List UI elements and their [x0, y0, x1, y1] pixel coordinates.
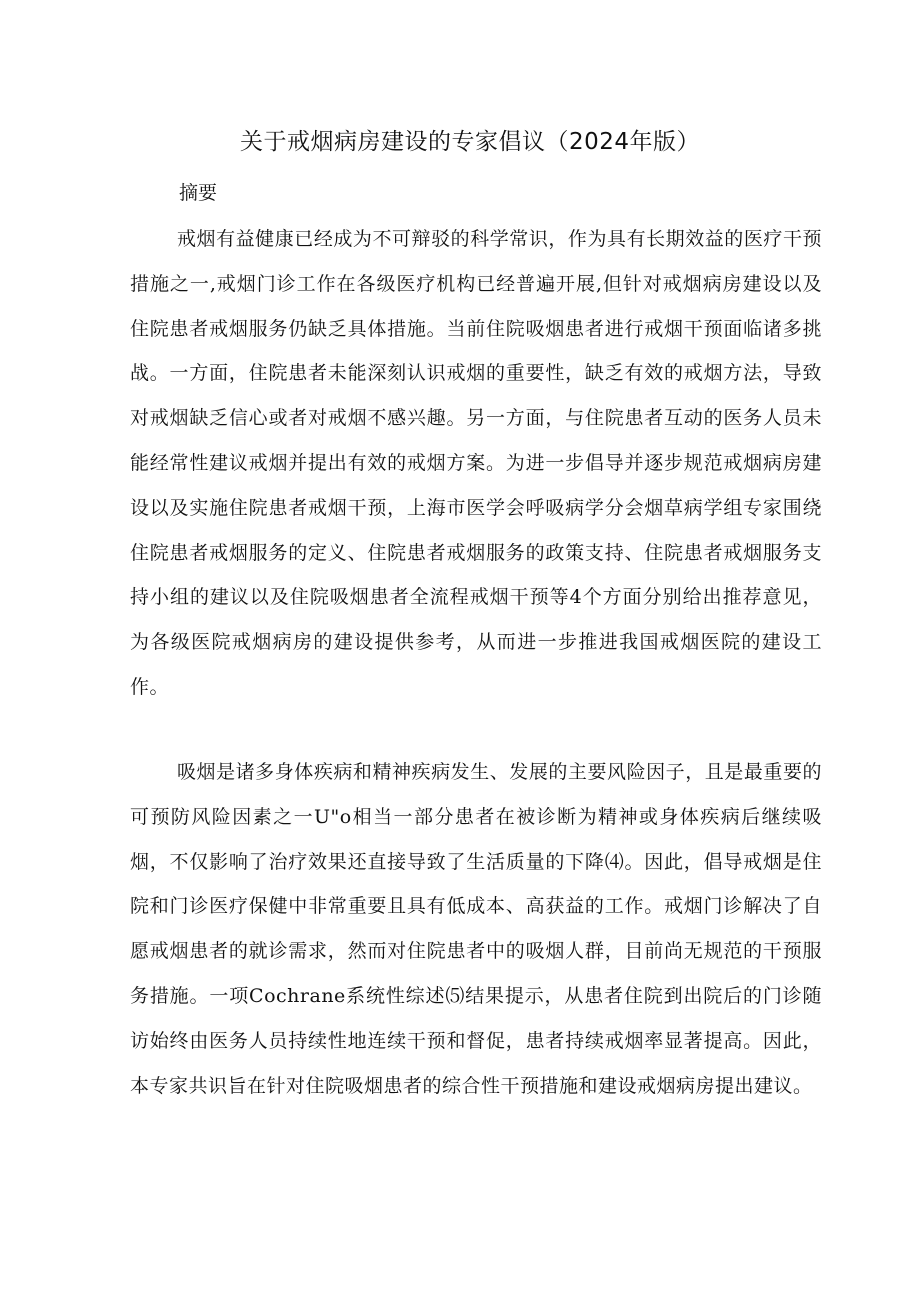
background-paragraph: 吸烟是诸多身体疾病和精神疾病发生、发展的主要风险因子，且是最重要的可预防风险因素之一U"o相当一部分患者在被诊断为精神或身体疾病后继续吸烟，不仅影响了治疗效果还直接导致了生活质量的下降⑷。因此，倡导戒烟是住院和门诊医疗保健中非常重要且具有低成本、高获益的工作。戒烟门诊解决了自愿戒烟患者的就诊需求，然而对住院患者中的吸烟人群，目前尚无规范的干预服务措施。一项Cochrane系统性综述⑸结果提示，从患者住院到出院后的门诊随访始终由医务人员持续性地连续干预和督促，患者持续戒烟率显著提高。因此，本专家共识旨在针对住院吸烟患者的综合性干预措施和建设戒烟病房提出建议。: [130, 761, 822, 1097]
document-title: 关于戒烟病房建设的专家倡议（2024年版）: [239, 129, 701, 155]
abstract-paragraph: 戒烟有益健康已经成为不可辩驳的科学常识，作为具有长期效益的医疗干预措施之一,戒烟门诊工作在各级医疗机构已经普遍开展,但针对戒烟病房建设以及住院患者戒烟服务仍缺乏具体措施。当前住院吸烟患者进行戒烟干预面临诸多挑战。一方面，住院患者未能深刻认识戒烟的重要性，缺乏有效的戒烟方法，导致对戒烟缺乏信心或者对戒烟不感兴趣。另一方面，与住院患者互动的医务人员未能经常性建议戒烟并提出有效的戒烟方案。为进一步倡导并逐步规范戒烟病房建设以及实施住院患者戒烟干预，上海市医学会呼吸病学分会烟草病学组专家围绕住院患者戒烟服务的定义、住院患者戒烟服务的政策支持、住院患者戒烟服务支持小组的建议以及住院吸烟患者全流程戒烟干预等4个方面分别给出推荐意见，为各级医院戒烟病房的建设提供参考，从而进一步推进我国戒烟医院的建设工作。: [130, 228, 822, 698]
abstract-heading: 摘要: [179, 182, 218, 204]
